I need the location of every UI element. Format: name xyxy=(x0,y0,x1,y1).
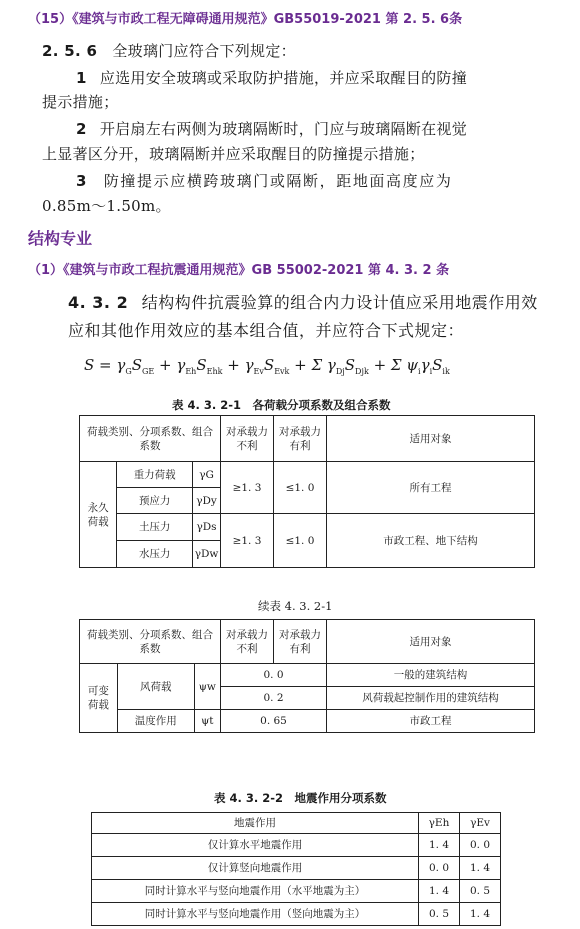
row-symbol-wind: ψw xyxy=(194,664,220,710)
item-1-line-1 xyxy=(76,67,467,90)
header-unfavorable: 对承载力不利 xyxy=(221,620,274,664)
header-action: 地震作用 xyxy=(92,813,419,834)
row-symbol: γDy xyxy=(193,488,221,514)
cell-value: 0. 2 xyxy=(221,687,327,710)
header-target: 适用对象 xyxy=(327,620,535,664)
table-row-ev: 0. 5 xyxy=(460,880,501,903)
row-name-wind: 风荷载 xyxy=(117,664,194,710)
table-4-3-2-2-caption: 表 4. 3. 2-2 地震作用分项系数 xyxy=(214,791,387,805)
item-2-line-2: 上显著区分开，玻璃隔断并应采取醒目的防撞提示措施； xyxy=(42,145,425,163)
item-1-text: 应选用安全玻璃或采取防护措施，并应采取醒目的防撞 xyxy=(99,69,468,87)
cell-target: 市政工程 xyxy=(327,710,535,733)
group-variable-load: 可变荷载 xyxy=(80,664,118,733)
item-2-text: 开启扇左右两侧为玻璃隔断时，门应与玻璃隔断在视觉 xyxy=(99,120,468,138)
cell-target: 所有工程 xyxy=(327,462,535,514)
cell-value: 0. 65 xyxy=(221,710,327,733)
item-3-number: 3 xyxy=(76,172,87,190)
item-3-text: 防撞提示应横跨玻璃门或隔断，距地面高度应为 xyxy=(103,172,453,190)
table-4-3-2-2 xyxy=(91,812,501,926)
cell-unfavorable: ≥1. 3 xyxy=(221,462,274,514)
header-target: 适用对象 xyxy=(327,416,535,462)
header-load-type: 荷载类别、分项系数、组合系数 xyxy=(80,620,221,664)
table-row-action: 仅计算竖向地震作用 xyxy=(92,857,419,880)
row-name: 预应力 xyxy=(117,488,193,514)
cell-favorable: ≤1. 0 xyxy=(274,462,327,514)
table-row-action: 仅计算水平地震作用 xyxy=(92,834,419,857)
table-row-action: 同时计算水平与竖向地震作用（竖向地震为主） xyxy=(92,903,419,926)
table-row-eh: 1. 4 xyxy=(419,880,460,903)
clause-text: 结构构件抗震验算的组合内力设计值应采用地震作用效 xyxy=(141,293,538,312)
header-load-type: 荷载类别、分项系数、组合系数 xyxy=(80,416,221,462)
table-row-ev: 1. 4 xyxy=(460,857,501,880)
row-symbol: γDw xyxy=(193,541,221,568)
header-gamma-eh: γEh xyxy=(419,813,460,834)
table-4-3-2-1 xyxy=(79,415,535,568)
cell-value: 0. 0 xyxy=(221,664,327,687)
table-row-eh: 0. 0 xyxy=(419,857,460,880)
row-name-temperature: 温度作用 xyxy=(117,710,194,733)
table-row-action: 同时计算水平与竖向地震作用（水平地震为主） xyxy=(92,880,419,903)
item-3-line-2: 0.85m～1.50m。 xyxy=(42,197,171,215)
table-4-3-2-1-continued xyxy=(79,619,535,733)
clause-heading: 全玻璃门应符合下列规定： xyxy=(112,42,296,60)
item-3-line-1 xyxy=(76,170,452,193)
row-symbol-temperature: ψt xyxy=(194,710,220,733)
item-1-line-2: 提示措施； xyxy=(42,93,119,111)
header-favorable: 对承载力有利 xyxy=(274,620,327,664)
row-name: 水压力 xyxy=(117,541,193,568)
cell-target: 风荷载起控制作用的建筑结构 xyxy=(327,687,535,710)
table-4-3-2-1-caption: 表 4. 3. 2-1 各荷载分项系数及组合系数 xyxy=(172,398,391,412)
table-row-eh: 1. 4 xyxy=(419,834,460,857)
header-favorable: 对承载力有利 xyxy=(274,416,327,462)
cell-target: 市政工程、地下结构 xyxy=(327,514,535,568)
table-row-ev: 0. 0 xyxy=(460,834,501,857)
section-title: 结构专业 xyxy=(28,229,93,248)
standard-reference-15: （15）《建筑与市政工程无障碍通用规范》GB55019-2021 第 2. 5. 6条 xyxy=(28,12,463,27)
row-symbol: γDs xyxy=(193,514,221,541)
table-row-ev: 1. 4 xyxy=(460,903,501,926)
item-2-line-1 xyxy=(76,118,467,141)
cell-favorable: ≤1. 0 xyxy=(274,514,327,568)
table-continued-caption: 续表 4. 3. 2-1 xyxy=(258,599,333,613)
header-gamma-ev: γEv xyxy=(460,813,501,834)
item-1-number: 1 xyxy=(76,69,87,87)
group-permanent-load: 永久荷载 xyxy=(80,462,117,568)
clause-number: 4. 3. 2 xyxy=(68,293,129,312)
row-symbol: γG xyxy=(193,462,221,488)
standard-reference-1: （1）《建筑与市政工程抗震通用规范》GB 55002-2021 第 4. 3. 2 条 xyxy=(28,263,450,278)
clause-4-3-2-line-1 xyxy=(68,290,538,316)
combination-formula: $S = \gamma_GS_{GE} + \gamma_{Eh}S_{Ehk} + \gamma_{Ev}S_{Evk} + \Sigma$ $\gamma_{Dj}S_{Djk} + \Sigma$ $\psi_i\gamma_iS_{ik}$ xyxy=(84,356,450,376)
clause-4-3-2-line-2: 应和其他作用效应的基本组合值，并应符合下式规定： xyxy=(68,321,465,340)
cell-target: 一般的建筑结构 xyxy=(327,664,535,687)
table-row-eh: 0. 5 xyxy=(419,903,460,926)
row-name: 土压力 xyxy=(117,514,193,541)
row-name: 重力荷载 xyxy=(117,462,193,488)
cell-unfavorable: ≥1. 3 xyxy=(221,514,274,568)
item-2-number: 2 xyxy=(76,120,87,138)
header-unfavorable: 对承载力不利 xyxy=(221,416,274,462)
clause-number: 2. 5. 6 xyxy=(42,42,98,60)
clause-2-5-6-title xyxy=(42,40,296,63)
